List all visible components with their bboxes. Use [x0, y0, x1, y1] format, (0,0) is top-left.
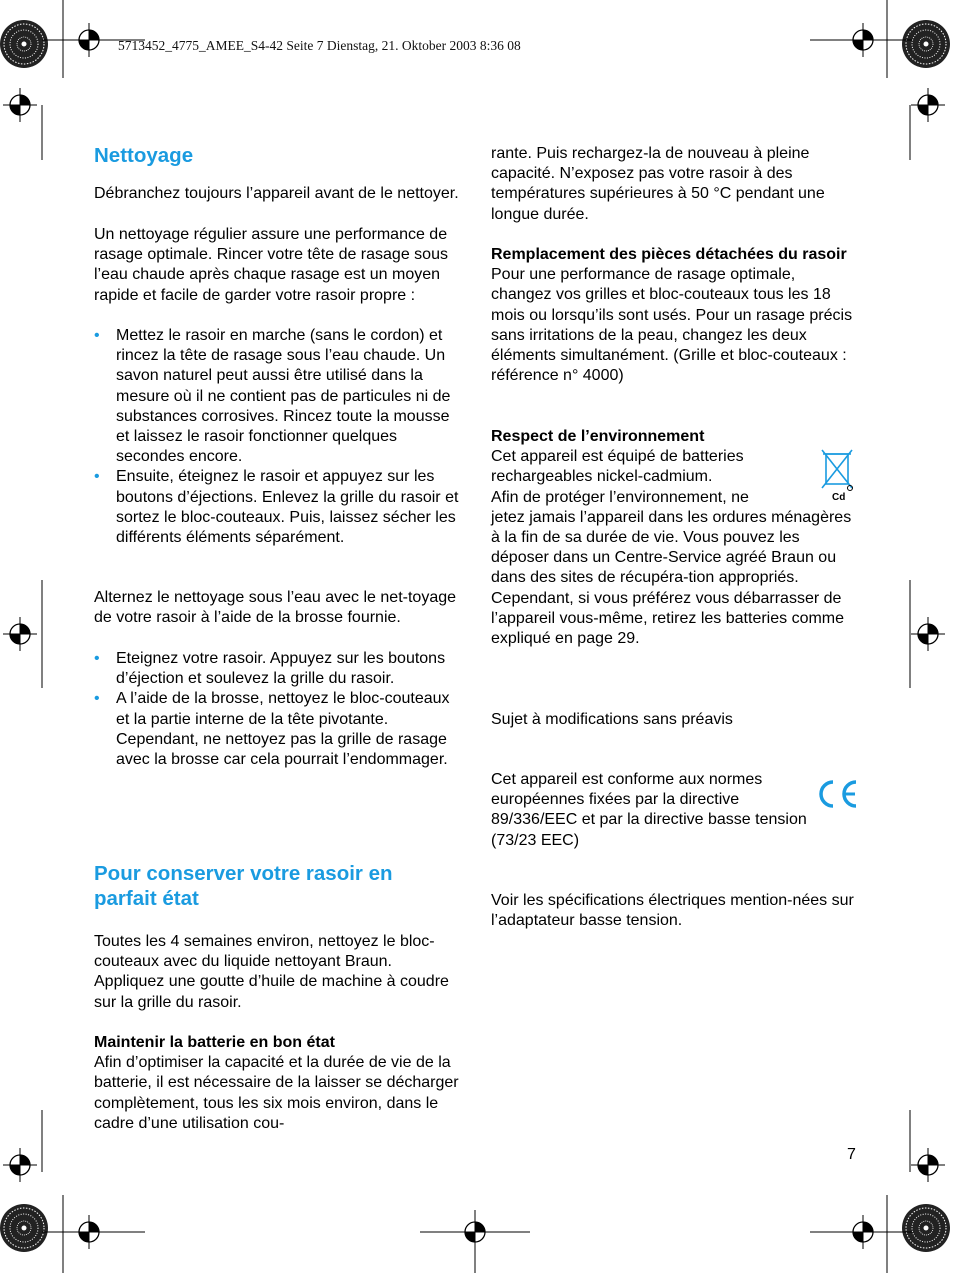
heading-nettoyage: Nettoyage	[94, 144, 194, 167]
paragraph: Cet appareil est conforme aux normes européennes fixées par la directive 89/336/EEC et par la directive basse tension (73/23 EEC)	[491, 771, 807, 849]
bullet-list	[94, 326, 460, 548]
crossed-out-bin-icon	[820, 448, 860, 504]
print-slug: 5713452_4775_AMEE_S4-42 Seite 7 Dienstag, 21. Oktober 2003 8:36 08	[118, 38, 521, 53]
paragraph: Alternez le nettoyage sous l’eau avec le net-toyage de votre rasoir à l’aide de la brosse fournie.	[94, 589, 457, 627]
paragraph-text: jetez jamais l’appareil dans les ordures ménagères à la fin de sa durée de vie. Vous pouvez les déposer dans un Centre-Service agréé Braun ou dans des sites de récupéra-tion appropriés.	[491, 508, 852, 587]
paragraph: Voir les spécifications électriques mention-nées sur l’adaptateur basse tension.	[491, 892, 854, 930]
subheading-batterie: Maintenir la batterie en bon état	[94, 1034, 335, 1051]
paragraph: rante. Puis rechargez-la de nouveau à pleine capacité. N’exposez pas votre rasoir à des températures supérieures à 50 °C pendant une longue durée.	[491, 145, 825, 223]
page-number: 7	[847, 1146, 856, 1163]
paragraph: Débranchez toujours l’appareil avant de le nettoyer.	[94, 185, 459, 202]
heading-conserver: Pour conserver votre rasoir en parfait état	[94, 862, 393, 910]
paragraph	[491, 427, 857, 649]
paragraph: Sujet à modifications sans préavis	[491, 711, 733, 728]
paragraph: Toutes les 4 semaines environ, nettoyez le bloc-couteaux avec du liquide nettoyant Braun. Appliquez une goutte d’huile de machine à coudre sur la grille du rasoir.	[94, 933, 449, 1011]
paragraph-text: Cependant, si vous préférez vous débarrasser de l’appareil vous-même, retirez les batteries comme expliqué en page 29.	[491, 589, 845, 648]
list-item: • A l’aide de la brosse, nettoyez le bloc-couteaux et la partie interne de la tête pivotante. Cependant, ne nettoyez pas la grille de rasage avec la brosse car cela pourrait l’endommager.	[94, 689, 460, 770]
subheading-environnement: Respect de l’environnement	[491, 428, 705, 445]
list-item: • Mettez le rasoir en marche (sans le cordon) et rincez la tête de rasage sous l’eau chaude. Un savon naturel peut aussi être utilisé dans la mesure où il ne contient pas de particules ni de substances corrosives. Rincez toute la mousse et laissez le rasoir fonctionner quelques secondes encore.	[94, 326, 460, 467]
paragraph-text: Afin d’optimiser la capacité et la durée de vie de la batterie, il est nécessaire de la laisser se décharger complètement, tous les six mois environ, dans le cadre d’une utilisation cou-	[94, 1054, 459, 1132]
paragraph	[94, 1033, 460, 1134]
ce-mark-icon	[814, 776, 860, 812]
paragraph-text: Cet appareil est équipé de batteries rechargeables nickel-cadmium.	[491, 448, 744, 486]
subheading-remplacement: Remplacement des pièces détachées du rasoir	[491, 246, 847, 263]
paragraph-text: Afin de protéger l’environnement, ne	[491, 488, 749, 506]
list-item: • Ensuite, éteignez le rasoir et appuyez sur les boutons d’éjections. Enlevez la grille du rasoir et sortez le bloc-couteaux. Puis, laissez sécher les différents éléments séparément.	[94, 467, 460, 548]
bullet-list	[94, 649, 460, 770]
bin-label: Cd	[832, 492, 846, 503]
paragraph: Un nettoyage régulier assure une performance de rasage optimale. Rincer votre tête de rasage sous l’eau chaude après chaque rasage est un moyen rapide et facile de garder votre rasoir propre :	[94, 226, 448, 304]
paragraph-text: Pour une performance de rasage optimale, changez vos grilles et bloc-couteaux tous les 18 mois ou lorsqu’ils sont usés. Pour un rasage précis sans irritations de la peau, changez les deux éléments simultanément. (Grille et bloc-couteaux : référence n° 4000)	[491, 266, 853, 385]
list-item: • Eteignez votre rasoir. Appuyez sur les boutons d’éjection et soulevez la grille du rasoir.	[94, 649, 460, 689]
paragraph	[491, 245, 857, 386]
